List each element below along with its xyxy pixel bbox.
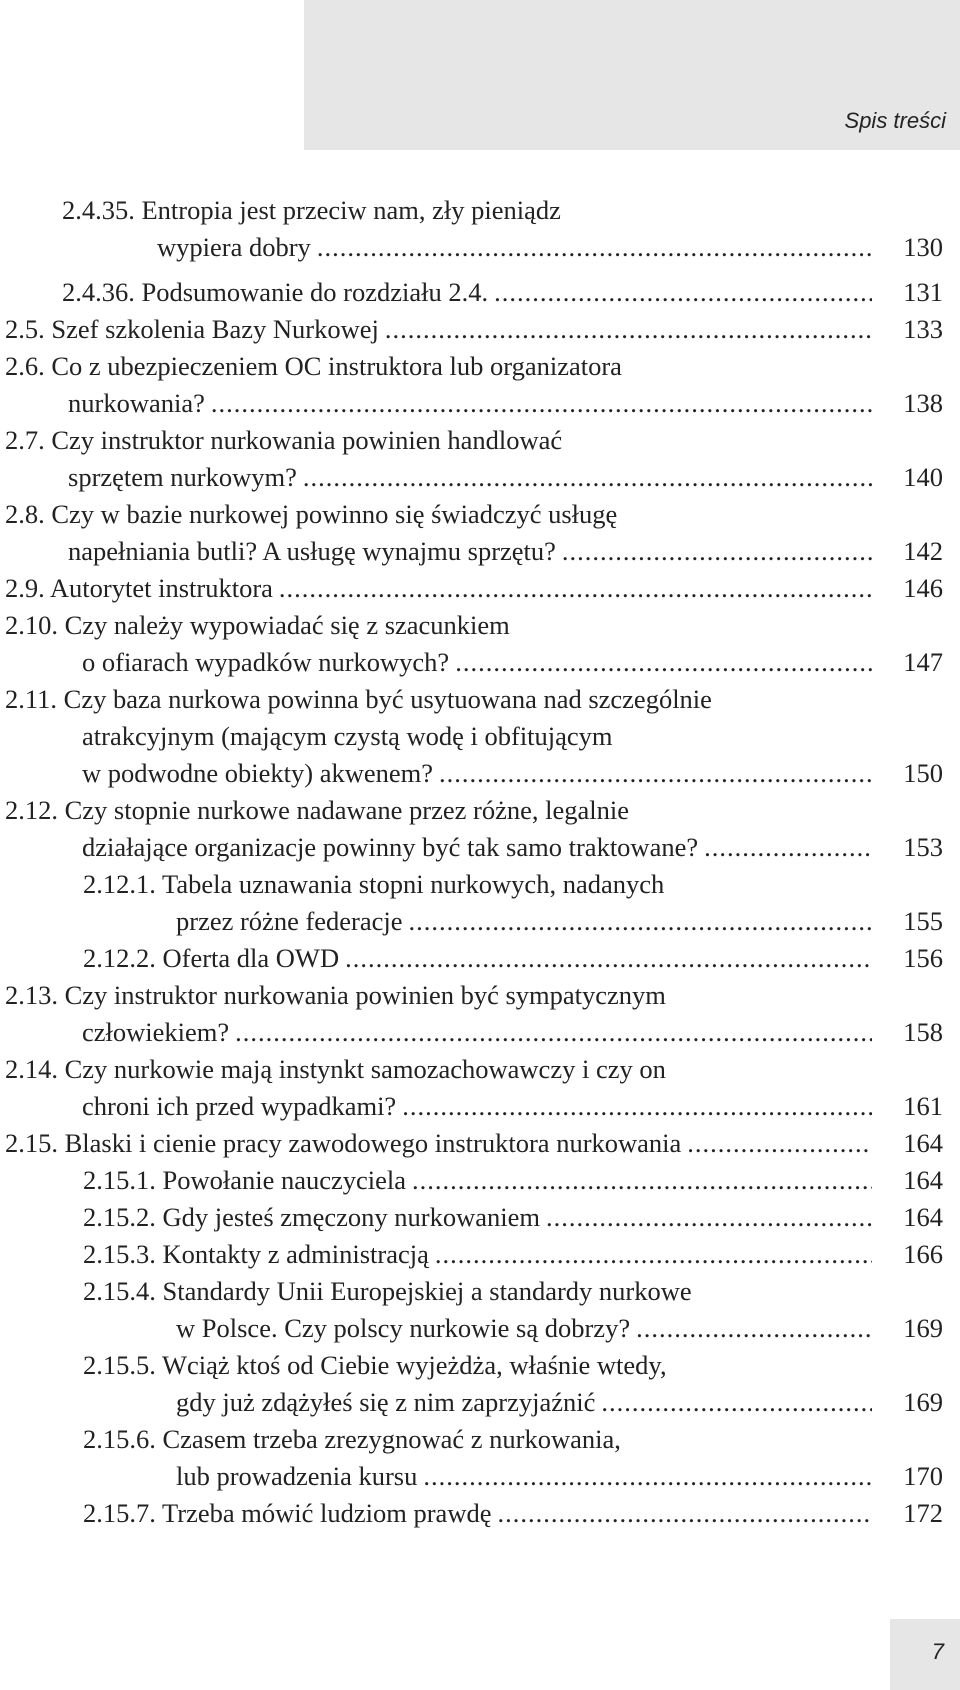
toc-entry-line (83, 1495, 872, 1531)
toc-page-number: 164 (903, 1165, 943, 1195)
page-number: 7 (931, 1639, 944, 1664)
toc-entry-line (5, 311, 872, 347)
dot-leader (412, 1162, 872, 1198)
toc-entry-title: 2.15.1. Powołanie nauczyciela (83, 1165, 407, 1195)
toc-entry-title: 2.10. Czy należy wypowiadać się z szacunkiem (5, 610, 510, 640)
dot-leader (235, 1014, 872, 1050)
dot-leader (497, 1495, 872, 1531)
toc-entry-line (83, 866, 664, 902)
toc-entry-title: 2.8. Czy w bazie nurkowej powinno się świadczyć usługę (5, 499, 618, 529)
toc-page-number: 131 (903, 277, 943, 307)
dot-leader (601, 1384, 872, 1420)
toc-entry-title: gdy już zdążyłeś się z nim zaprzyjaźnić (176, 1387, 596, 1417)
toc-entry-line (82, 644, 872, 680)
toc-page-number: 169 (903, 1313, 943, 1343)
toc-entry-title: 2.15.3. Kontakty z administracją (83, 1239, 429, 1269)
dot-leader (317, 229, 872, 265)
toc-entry-line (83, 1162, 872, 1198)
toc-entry-line (83, 1421, 621, 1457)
toc-page-number: 172 (903, 1498, 943, 1528)
toc-entry-title: 2.14. Czy nurkowie mają instynkt samozachowawczy i czy on (5, 1054, 666, 1084)
toc-entry-line (82, 755, 872, 791)
dot-leader (303, 459, 872, 495)
toc-entry-line (68, 385, 872, 421)
toc-page-number: 138 (903, 388, 943, 418)
dot-leader (423, 1458, 872, 1494)
toc-entry-title: atrakcyjnym (mającym czystą wodę i obfitującym (82, 721, 613, 751)
toc-entry-line (83, 1199, 872, 1235)
toc-entry-line (83, 940, 872, 976)
toc-entry-title: chroni ich przed wypadkami? (82, 1091, 397, 1121)
dot-leader (211, 385, 872, 421)
toc-entry-line (5, 496, 617, 532)
section-title: Spis treści (844, 108, 946, 133)
toc-page-number: 169 (903, 1387, 943, 1417)
toc-entry-title: 2.12. Czy stopnie nurkowe nadawane przez różne, legalnie (5, 795, 629, 825)
toc-entry-line (5, 348, 622, 384)
toc-page-number: 150 (903, 758, 943, 788)
toc-entry-title: 2.15. Blaski i cienie pracy zawodowego instruktora nurkowania (5, 1128, 682, 1158)
toc-entry-title: wypiera dobry (157, 232, 311, 262)
dot-leader (439, 755, 872, 791)
toc-page-number: 164 (903, 1128, 943, 1158)
page-number-box (890, 1619, 960, 1690)
toc-entry-title: sprzętem nurkowym? (68, 462, 297, 492)
toc-entry-title: napełniania butli? A usługę wynajmu sprzętu? (68, 536, 556, 566)
toc-entry-line (5, 977, 666, 1013)
toc-page-number: 164 (903, 1202, 943, 1232)
toc-entry-line (5, 792, 629, 828)
toc-page-number: 133 (903, 314, 943, 344)
toc-page-number: 146 (903, 573, 943, 603)
dot-leader (455, 644, 872, 680)
header-band (304, 0, 960, 150)
toc-entry-line (82, 1014, 872, 1050)
toc-entry-title: 2.5. Szef szkolenia Bazy Nurkowej (5, 314, 379, 344)
toc-entry-title: 2.12.2. Oferta dla OWD (83, 943, 340, 973)
dot-leader (435, 1236, 872, 1272)
toc-entry-line (62, 192, 561, 228)
toc-page-number: 153 (903, 832, 943, 862)
dot-leader (636, 1310, 872, 1346)
toc-entry-line (176, 1458, 872, 1494)
toc-page-number: 161 (903, 1091, 943, 1121)
toc-page-number: 156 (903, 943, 943, 973)
dot-leader (279, 570, 872, 606)
toc-entry-title: człowiekiem? (82, 1017, 230, 1047)
toc-entry-line (5, 1051, 666, 1087)
toc-entry-title: 2.15.5. Wciąż ktoś od Ciebie wyjeżdża, właśnie wtedy, (83, 1350, 667, 1380)
toc-entry-title: działające organizacje powinny być tak samo traktowane? (82, 832, 699, 862)
toc-entry-line (82, 1088, 872, 1124)
toc-page-number: 170 (903, 1461, 943, 1491)
toc-entry-title: 2.6. Co z ubezpieczeniem OC instruktora lub organizatora (5, 351, 622, 381)
dot-leader (494, 274, 872, 310)
toc-entry-line (83, 1236, 872, 1272)
dot-leader (409, 903, 872, 939)
toc-page-number: 166 (903, 1239, 943, 1269)
toc-page-number: 130 (903, 232, 943, 262)
toc-entry-title: nurkowania? (68, 388, 205, 418)
toc-entry-line (157, 229, 872, 265)
toc-entry-title: 2.15.6. Czasem trzeba zrezygnować z nurkowania, (83, 1424, 621, 1454)
toc-entry-line (5, 607, 510, 643)
toc-entry-title: 2.15.7. Trzeba mówić ludziom prawdę (83, 1498, 492, 1528)
toc-entry-line (82, 829, 872, 865)
toc-entry-title: 2.15.4. Standardy Unii Europejskiej a standardy nurkowe (83, 1276, 692, 1306)
toc-page-number: 147 (903, 647, 943, 677)
toc-entry-title: 2.4.35. Entropia jest przeciw nam, zły pieniądz (62, 195, 561, 225)
toc-entry-line (5, 570, 872, 606)
dot-leader (704, 829, 872, 865)
toc-entry-title: w podwodne obiekty) akwenem? (82, 758, 434, 788)
toc-page-number: 155 (903, 906, 943, 936)
dot-leader (546, 1199, 872, 1235)
toc-entry-title: 2.11. Czy baza nurkowa powinna być usytuowana nad szczególnie (5, 684, 712, 714)
toc-entry-title: 2.12.1. Tabela uznawania stopni nurkowych, nadanych (83, 869, 665, 899)
toc-entry-line (176, 1310, 872, 1346)
toc-entry-line (68, 533, 872, 569)
toc-entry-line (83, 1347, 667, 1383)
toc-page-number: 142 (903, 536, 943, 566)
toc-entry-line (5, 1125, 872, 1161)
toc-entry-title: o ofiarach wypadków nurkowych? (82, 647, 450, 677)
toc-entry-line (176, 1384, 872, 1420)
toc-entry-title: 2.4.36. Podsumowanie do rozdziału 2.4. (62, 277, 489, 307)
toc-entry-title: 2.7. Czy instruktor nurkowania powinien handlować (5, 425, 563, 455)
dot-leader (562, 533, 872, 569)
toc-entry-title: 2.13. Czy instruktor nurkowania powinien być sympatycznym (5, 980, 666, 1010)
toc-entry-line (68, 459, 872, 495)
toc-entry-title: przez różne federacje (176, 906, 403, 936)
toc-entry-line (83, 1273, 692, 1309)
dot-leader (385, 311, 872, 347)
dot-leader (687, 1125, 872, 1161)
dot-leader (345, 940, 872, 976)
toc-page-number: 140 (903, 462, 943, 492)
toc-entry-title: w Polsce. Czy polscy nurkowie są dobrzy? (176, 1313, 631, 1343)
toc-entry-line (176, 903, 872, 939)
toc-page-number: 158 (903, 1017, 943, 1047)
toc-entry-title: 2.15.2. Gdy jesteś zmęczony nurkowaniem (83, 1202, 541, 1232)
dot-leader (402, 1088, 872, 1124)
toc-entry-line (5, 681, 712, 717)
toc-entry-line (82, 718, 613, 754)
toc-entry-title: lub prowadzenia kursu (176, 1461, 418, 1491)
toc-entry-line (62, 274, 872, 310)
toc-entry-title: 2.9. Autorytet instruktora (5, 573, 273, 603)
toc-entry-line (5, 422, 562, 458)
